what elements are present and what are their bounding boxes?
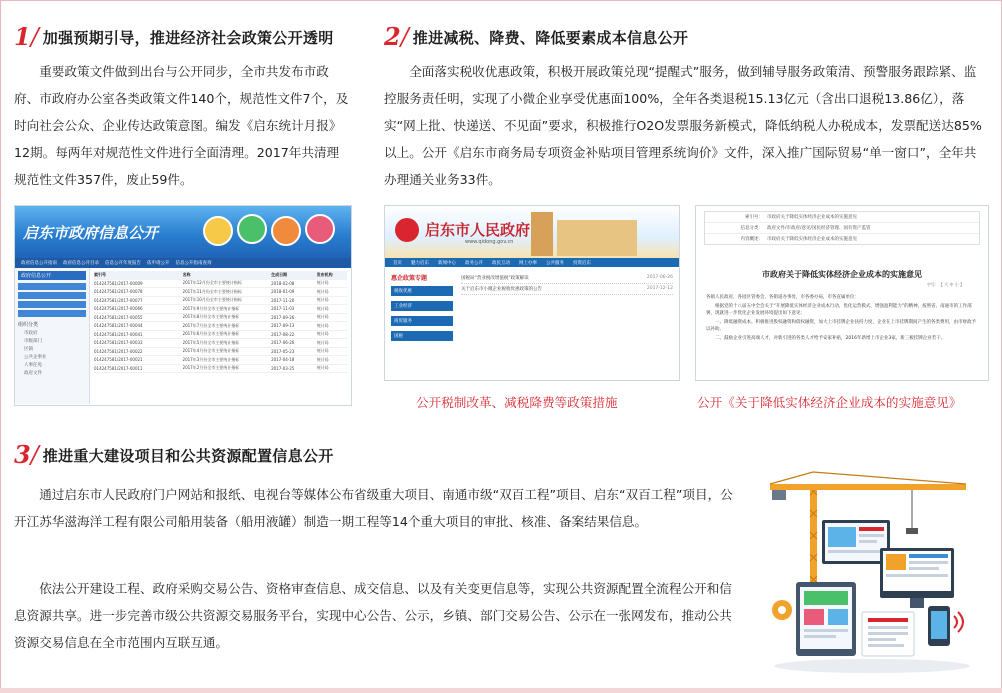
banner-icon-3	[271, 216, 301, 246]
table-row[interactable]	[94, 322, 347, 331]
section-title: 推进减税、降费、降低要素成本信息公开	[412, 28, 689, 47]
portal2-side-item[interactable]: 商贸服务	[391, 316, 453, 326]
section-number: 2	[384, 22, 401, 51]
section-slash: /	[400, 23, 409, 51]
screenshot-policy-document	[695, 205, 989, 381]
section-slash: /	[30, 441, 39, 469]
portal-table	[90, 268, 351, 404]
table-cell: 2017年7月份全市主要统计指标	[182, 322, 240, 328]
table-cell: 统计局	[316, 322, 329, 328]
portal2-panel-title: 惠企政策专题	[391, 275, 428, 282]
tablet-icon	[796, 582, 856, 656]
portal2-nav-item[interactable]: 首页	[393, 260, 402, 266]
table-cell: 2017年3月份全市主要统计指标	[182, 356, 240, 362]
banner-icon-1	[203, 216, 233, 246]
monitor-icon	[880, 548, 954, 608]
portal-nav-item[interactable]: 信息公开年度报告	[105, 261, 141, 266]
table-cell: 2017年9月份全市主要统计指标	[182, 305, 240, 311]
portal2-nav-item[interactable]: 公共服务	[546, 260, 564, 266]
section-3-heading	[14, 440, 334, 469]
list-item-title: 国税局“营业税改增值税”政策解读	[461, 276, 529, 281]
table-cell: 014247581/2017-00033	[94, 340, 143, 346]
column-header: 发布机构	[316, 271, 333, 277]
banner-icon-4	[305, 214, 335, 244]
table-row[interactable]	[94, 348, 347, 357]
doc-meta-table	[704, 211, 980, 245]
portal-nav	[15, 258, 351, 268]
portal-nav-item[interactable]: 信息公开指南查询	[175, 261, 212, 266]
list-item-title: 关于启东市小微企业税收优惠政策的公告	[461, 287, 542, 292]
portal-banner-title: 启东市政府信息公开	[23, 224, 159, 242]
section-number: 1	[14, 22, 31, 51]
table-cell: 统计局	[316, 305, 329, 311]
portal2-nav-item[interactable]: 新闻中心	[438, 260, 456, 266]
list-item-date: 2017-06-26	[646, 275, 673, 280]
doc-body-paragraph: 二、鼓励企业引进高端人才，对新引进的各类人才给予安家补贴，2016年新增上市企业3家，新三板挂牌企业若干。	[715, 336, 946, 341]
portal2-list	[453, 273, 673, 346]
portal2-banner	[385, 206, 679, 258]
table-header	[94, 271, 347, 280]
screen-icon	[822, 520, 890, 564]
table-row[interactable]	[94, 331, 347, 340]
meta-value: 市政府关于降低实体经济企业成本的实施意见	[767, 237, 857, 242]
table-cell: 014247581/2017-00021	[94, 357, 143, 363]
portal-sidebar	[15, 268, 90, 404]
table-cell: 统计局	[316, 365, 329, 371]
meta-value: 政府文件/市政府/意见/国民经济管理、国有资产监管	[767, 226, 871, 231]
meta-row	[705, 223, 979, 234]
sidebar-block[interactable]	[18, 301, 86, 308]
doc-font-size-control[interactable]: 字号：【 大 中 小 】	[926, 282, 964, 287]
section-title: 推进重大建设项目和公共资源配置信息公开	[42, 446, 334, 465]
table-row[interactable]	[94, 280, 347, 289]
column-header: 索引号	[94, 271, 106, 277]
doc-body-paragraph: 一、降低融资成本。积极推进股权融资和债权融资，加大上市挂牌企业扶持力度，企业在上市挂牌期间产生的各类费用，由市财政予以补助。	[706, 320, 976, 332]
table-cell: 2017年8月份全市主要统计指标	[182, 314, 240, 320]
portal2-nav-item[interactable]: 魅力启东	[411, 260, 429, 266]
portal-nav-item[interactable]: 政府信息公开指南	[21, 261, 57, 266]
gear-icon	[772, 600, 792, 620]
list-item[interactable]	[461, 273, 673, 284]
portal2-sidebar	[391, 273, 453, 346]
table-cell: 2017-11-03	[271, 306, 295, 312]
tree-item[interactable]: 区镇	[24, 347, 33, 352]
building-icon	[531, 212, 553, 256]
table-cell: 统计局	[316, 280, 329, 286]
caption-cost-reduction: 公开《关于降低实体经济企业成本的实施意见》	[697, 395, 962, 410]
table-cell: 014247581/2017-00011	[94, 365, 143, 371]
meta-row	[705, 212, 979, 223]
table-cell: 2017年2月份全市主要统计指标	[182, 365, 240, 371]
table-row[interactable]	[94, 365, 347, 374]
tree-item[interactable]: 人事任免	[24, 363, 42, 368]
table-cell: 统计局	[316, 348, 329, 354]
screenshot-gov-info-portal	[14, 205, 352, 406]
construction-crane-illustration	[762, 470, 972, 675]
doc-body-paragraph: 根据党的十八届五中全会关于“开展降低实体经济企业成本行动，优化运营模式，增强盈利能力”的精神，按照省、南通市的工作部署，现就进一步优化企业发展环境提出如下意见：	[706, 304, 972, 316]
table-cell: 统计局	[316, 288, 329, 294]
table-cell: 014247581/2017-00041	[94, 331, 143, 337]
building-icon	[557, 220, 637, 256]
tree-item[interactable]: 市级部门	[24, 339, 42, 344]
portal2-nav-item[interactable]: 政民互动	[492, 260, 510, 266]
table-cell: 统计局	[316, 339, 329, 345]
doc-salutation: 各镇人民政府，各园区管委会，各街道办事处，市各委办局，市各直属单位：	[706, 295, 859, 300]
tree-item[interactable]: 市政府	[24, 331, 38, 336]
table-cell: 2017-09-26	[271, 314, 295, 320]
table-cell: 014247581/2017-00055	[94, 314, 143, 320]
portal2-nav-item[interactable]: 政务公开	[465, 260, 483, 266]
portal-banner	[15, 206, 351, 258]
portal2-nav-item[interactable]: 投资启东	[573, 260, 591, 266]
table-cell: 2017年11月份全市主要统计指标	[182, 288, 242, 294]
table-row[interactable]	[94, 356, 347, 365]
meta-value: 市政府关于降低实体经济企业成本的实施意见	[767, 215, 857, 220]
table-cell: 2017年6月份全市主要统计指标	[182, 331, 240, 337]
table-cell: 2017-05-23	[271, 348, 295, 354]
bottom-band	[0, 688, 1002, 693]
table-row[interactable]	[94, 288, 347, 297]
table-cell: 014247581/2017-00009	[94, 280, 143, 286]
meta-key: 索引号：	[745, 215, 763, 220]
table-cell: 014247581/2017-00066	[94, 306, 143, 312]
phone-icon	[928, 606, 963, 646]
table-cell: 2017-09-13	[271, 323, 295, 329]
table-cell: 014247581/2017-00078	[94, 289, 143, 295]
doc-title: 市政府关于降低实体经济企业成本的实施意见	[762, 270, 922, 279]
table-cell: 统计局	[316, 356, 329, 362]
banner-icon-2	[237, 214, 267, 244]
caption-tax-reform: 公开税制改革、减税降费等政策措施	[416, 395, 618, 410]
table-cell: 2017年12月份全市主要统计指标	[182, 280, 242, 286]
table-cell: 014247581/2017-00022	[94, 348, 143, 354]
section-slash: /	[30, 23, 39, 51]
section-3-paragraph-1: 通过启东市人民政府门户网站和报纸、电视台等媒体公布省级重大项目、南通市级“双百工程”项目、启东“双百工程”项目，公开江苏华滋海洋工程有限公司船用装备（船用液罐）制造一期工程等14个重大项目的审批、核准、备案结果信息。	[14, 487, 733, 529]
portal2-nav-item[interactable]: 网上办事	[519, 260, 537, 266]
sidebar-block[interactable]	[18, 283, 86, 290]
table-row[interactable]	[94, 305, 347, 314]
portal-nav-item[interactable]: 依申请公开	[147, 261, 170, 266]
meta-row	[705, 234, 979, 244]
portal2-side-item[interactable]: 工业经济	[391, 301, 453, 311]
table-row[interactable]	[94, 314, 347, 323]
meta-key: 信息分类：	[740, 226, 763, 231]
sidebar-block[interactable]	[18, 292, 86, 299]
table-cell: 2017-04-18	[271, 357, 295, 363]
table-cell: 2017年5月份全市主要统计指标	[182, 339, 240, 345]
screenshot-gov-portal	[384, 205, 680, 381]
document-icon	[862, 612, 914, 656]
sidebar-panel-title: 政府信息公开	[18, 271, 86, 280]
illustration-shadow	[774, 659, 970, 673]
portal2-banner-url: www.qidong.gov.cn	[465, 239, 514, 245]
section-3-paragraph-2: 依法公开建设工程、政府采购交易公告、资格审查信息、成交信息、以及有关变更信息等，实现公共资源配置全流程公开和信息资源共享。进一步完善市级公共资源交易服务平台，实现中心公告、公示，乡镇、部门交易公告、公示在一张网发布，推动公共资源交易信息在全市范围内互联互通。	[14, 581, 732, 650]
meta-key: 内容概述：	[740, 237, 763, 242]
table-cell: 014247581/2017-00044	[94, 323, 143, 329]
table-cell: 2018-01-09	[271, 289, 295, 295]
table-cell: 2018-02-08	[271, 280, 295, 286]
tree-item[interactable]: 政府文件	[24, 371, 42, 376]
table-cell: 2017-06-26	[271, 340, 295, 346]
section-2-heading	[384, 22, 689, 51]
table-row[interactable]	[94, 339, 347, 348]
portal-nav-item[interactable]: 政府信息公开目录	[63, 261, 99, 266]
table-cell: 统计局	[316, 297, 329, 303]
table-cell: 2017-03-25	[271, 365, 295, 371]
portal2-nav	[385, 258, 679, 267]
section-1-paragraph: 重要政策文件做到出台与公开同步，全市共发布市政府、市政府办公室各类政策文件140个，规范性文件7个，及时向社会公众、企业传达政策意图。编发《启东统计月报》12期。每两年对规范性文件进行全面清理。2017年共清理规范性文件357件，废止59件。	[14, 64, 349, 187]
table-cell: 2017年4月份全市主要统计指标	[182, 348, 240, 354]
tree-item[interactable]: 公共企事业	[24, 355, 47, 360]
section-1-heading	[14, 22, 334, 51]
portal2-banner-title: 启东市人民政府	[425, 221, 531, 239]
section-title: 加强预期引导，推进经济社会政策公开透明	[42, 28, 334, 47]
table-cell: 2017-11-20	[271, 297, 295, 303]
table-row[interactable]	[94, 297, 347, 306]
portal2-logo-icon	[395, 218, 419, 242]
column-header: 名称	[182, 271, 191, 277]
table-cell: 2017-08-22	[271, 331, 295, 337]
sidebar-label: 组织分类	[18, 322, 39, 328]
sidebar-block[interactable]	[18, 310, 86, 317]
table-cell: 统计局	[316, 314, 329, 320]
list-item[interactable]	[461, 284, 673, 295]
section-2-paragraph: 全面落实税收优惠政策，积极开展政策兑现“提醒式”服务，做到辅导服务政策清、预警服务跟踪紧、监控服务责任明，实现了小微企业享受优惠面100%，全年各类退税15.13亿元（含出口退税13.86亿），落实“网上批、快递送、不见面”要求，积极推行O2O发票服务新模式，降低纳税人办税成本，发票配送达85%以上。公开《启东市商务局专项资金补贴项目管理系统询价》文件，深入推广国际贸易“单一窗口”，全年共办理通关业务33件。	[384, 64, 982, 187]
list-item-date: 2017-12-12	[646, 286, 673, 291]
table-cell: 统计局	[316, 331, 329, 337]
column-header: 生成日期	[271, 271, 288, 277]
portal2-side-item[interactable]: 国税	[391, 331, 453, 341]
table-cell: 2017年10月份全市主要统计指标	[182, 297, 242, 303]
section-number: 3	[14, 440, 31, 469]
portal2-side-item[interactable]: 税收优惠	[391, 286, 453, 296]
table-cell: 014247581/2017-00077	[94, 297, 143, 303]
